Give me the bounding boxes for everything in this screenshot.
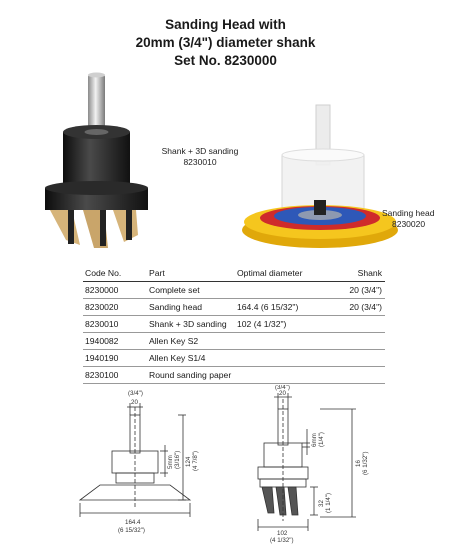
table-row [83, 333, 385, 350]
cell-part: Complete set [147, 282, 235, 299]
cell-part: Allen Key S1/4 [147, 350, 235, 367]
cell-diameter [235, 333, 337, 350]
technical-drawings [0, 385, 451, 544]
right-blade-mm: 32 [318, 500, 325, 507]
left-small-mm: 5mm [167, 455, 174, 469]
label-name: Shank + 3D sanding [161, 146, 239, 156]
cell-shank [337, 316, 385, 333]
header-part: Part [147, 265, 235, 282]
left-shank-frac: (3/4") [128, 390, 143, 397]
sanding-head-label [382, 208, 446, 230]
cell-part: Shank + 3D sanding [147, 316, 235, 333]
cell-code: 8230100 [83, 367, 147, 384]
parts-table [83, 265, 385, 384]
cell-diameter [235, 282, 337, 299]
right-top-in: (1/4") [318, 432, 325, 447]
right-width-mm: 102 [277, 530, 288, 537]
cell-shank: 20 (3/4") [337, 282, 385, 299]
table-row [83, 316, 385, 333]
shank-3d-sanding-photo [28, 70, 163, 255]
right-width-in: (4 1/32") [270, 537, 294, 544]
left-width-mm: 164.4 [125, 519, 141, 526]
table-row [83, 282, 385, 299]
left-height-mm: 124 [185, 456, 192, 467]
cell-part: Sanding head [147, 299, 235, 316]
right-shank-frac: (3/4") [275, 385, 290, 391]
title-line-2: 20mm (3/4") diameter shank [135, 35, 316, 50]
cell-code: 8230000 [83, 282, 147, 299]
title-line-3: Set No. 8230000 [174, 53, 277, 68]
sanding-head-photo [240, 100, 400, 250]
table-header-row [83, 265, 385, 282]
cell-shank [337, 367, 385, 384]
title-line-1: Sanding Head with [165, 17, 286, 32]
right-shank-mm: 20 [279, 390, 286, 397]
right-top-mm: 6mm [311, 433, 318, 447]
right-height-mm: 16 [355, 460, 362, 467]
label-number: 8230020 [392, 219, 426, 229]
left-small-in: (3/16") [174, 450, 181, 469]
cell-diameter [235, 367, 337, 384]
table-row [83, 350, 385, 367]
right-height-in: (6 1/32") [362, 451, 369, 475]
table-row [83, 299, 385, 316]
left-width-in: (6 15/32") [118, 527, 145, 534]
table-row [83, 367, 385, 384]
label-number: 8230010 [183, 157, 217, 167]
shank-3d-sanding-label [160, 146, 240, 168]
label-name: Sanding head [382, 208, 435, 218]
cell-part: Round sanding paper [147, 367, 235, 384]
cell-code: 8230020 [83, 299, 147, 316]
cell-part: Allen Key S2 [147, 333, 235, 350]
cell-diameter: 164.4 (6 15/32") [235, 299, 337, 316]
cell-diameter: 102 (4 1/32") [235, 316, 337, 333]
cell-code: 1940190 [83, 350, 147, 367]
cell-code: 8230010 [83, 316, 147, 333]
cell-shank [337, 333, 385, 350]
cell-code: 1940082 [83, 333, 147, 350]
left-shank-mm: 20 [131, 399, 138, 406]
page-title [0, 16, 451, 70]
cell-shank: 20 (3/4") [337, 299, 385, 316]
left-height-in: (4 7/8") [192, 450, 199, 471]
header-diameter: Optimal diameter [235, 265, 337, 282]
right-blade-in: (1 1/4") [325, 492, 332, 513]
header-code: Code No. [83, 265, 147, 282]
header-shank: Shank [337, 265, 385, 282]
cell-shank [337, 350, 385, 367]
cell-diameter [235, 350, 337, 367]
